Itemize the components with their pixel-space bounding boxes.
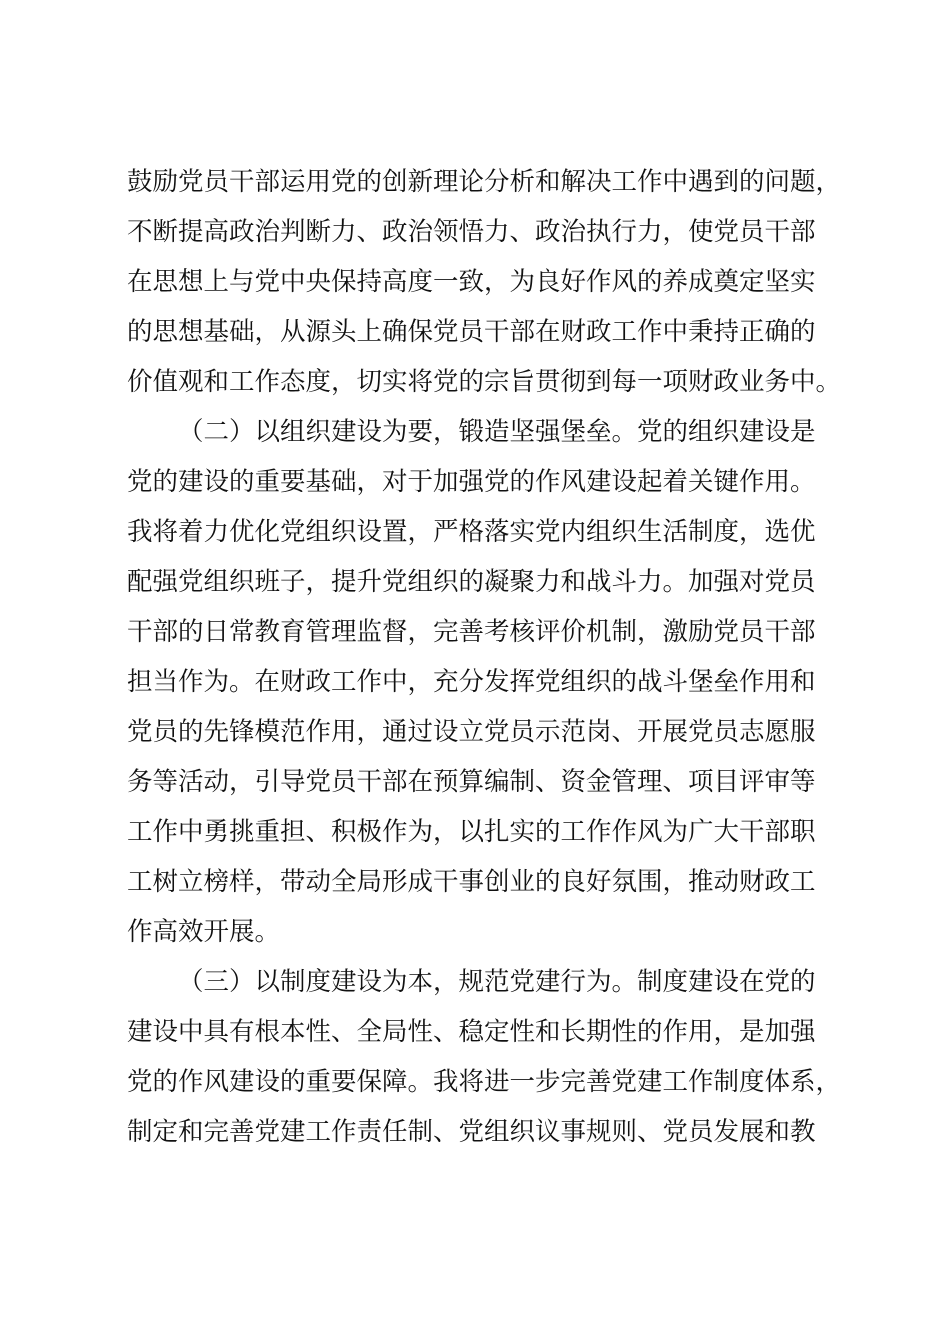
text-line: 在思想上与党中央保持高度一致，为良好作风的养成奠定坚实 xyxy=(127,267,816,297)
text-line: 的思想基础，从源头上确保党员干部在财政工作中秉持正确的 xyxy=(127,317,816,347)
text-line: 鼓励党员干部运用党的创新理论分析和解决工作中遇到的问题， xyxy=(127,167,842,197)
text-line: 担当作为。在财政工作中，充分发挥党组织的战斗堡垒作用和 xyxy=(127,667,816,697)
text-line: 建设中具有根本性、全局性、稳定性和长期性的作用，是加强 xyxy=(127,1017,816,1047)
text-line: 作高效开展。 xyxy=(127,917,281,947)
body-text xyxy=(127,157,847,1157)
text-line: 工树立榜样，带动全局形成干事创业的良好氛围，推动财政工 xyxy=(127,867,816,897)
text-line: 党的作风建设的重要保障。我将进一步完善党建工作制度体系， xyxy=(127,1067,842,1097)
section-heading-line: （三）以制度建设为本，规范党建行为。制度建设在党的 xyxy=(178,967,816,997)
text-line: 制定和完善党建工作责任制、党组织议事规则、党员发展和教 xyxy=(127,1117,816,1147)
text-line: 我将着力优化党组织设置，严格落实党内组织生活制度，选优 xyxy=(127,517,816,547)
text-line: 务等活动，引导党员干部在预算编制、资金管理、项目评审等 xyxy=(127,767,816,797)
text-line: 党员的先锋模范作用，通过设立党员示范岗、开展党员志愿服 xyxy=(127,717,816,747)
text-line: 干部的日常教育管理监督，完善考核评价机制，激励党员干部 xyxy=(127,617,816,647)
text-line: 配强党组织班子，提升党组织的凝聚力和战斗力。加强对党员 xyxy=(127,567,816,597)
text-line: 工作中勇挑重担、积极作为，以扎实的工作作风为广大干部职 xyxy=(127,817,816,847)
section-heading-line: （二）以组织建设为要，锻造坚强堡垒。党的组织建设是 xyxy=(178,417,816,447)
text-line: 不断提高政治判断力、政治领悟力、政治执行力，使党员干部 xyxy=(127,217,816,247)
text-line: 党的建设的重要基础，对于加强党的作风建设起着关键作用。 xyxy=(127,467,816,497)
text-line: 价值观和工作态度，切实将党的宗旨贯彻到每一项财政业务中。 xyxy=(127,367,842,397)
